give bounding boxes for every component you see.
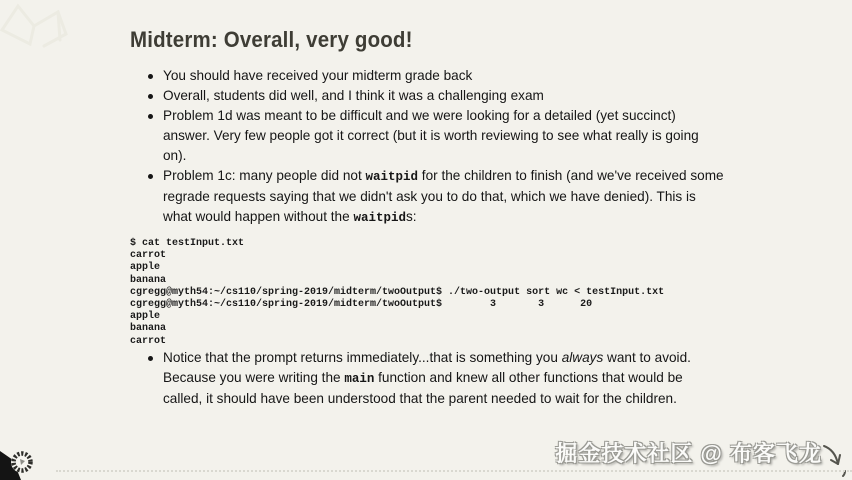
bullet-item: Notice that the prompt returns immediately...that is something you always want to avoid. Because you were writing the main function and knew all other functions that would be called, it should have been understood that the parent needed to wait for the children. [163,348,725,409]
terminal-line: cgregg@myth54:~/cs110/spring-2019/midterm/twoOutput$ ./two-output sort wc < testInput.txt [130,286,665,298]
terminal-line: apple [130,262,161,274]
sketch-doodle-top-left-icon [0,0,92,70]
terminal-line: carrot [130,335,167,347]
bullet-list-bottom [163,348,725,409]
arrow-doodle-icon [820,438,850,478]
terminal-line: carrot [130,250,167,262]
slide-title: Midterm: Overall, very good! [130,27,413,52]
terminal-line: banana [130,323,167,335]
bullet-item: You should have received your midterm grade back [163,66,725,86]
gear-doodle-icon [11,451,33,473]
corner-wedge-and-gear [0,428,44,480]
bullet-item: Overall, students did well, and I think it was a challenging exam [163,86,725,106]
watermark-text: 掘金技术社区 @ 布客飞龙 [555,441,822,466]
terminal-output-block [130,238,725,348]
bullet-list-top [163,66,725,228]
terminal-line: apple [130,311,161,323]
bullet-item: Problem 1d was meant to be difficult and we were looking for a detailed (yet succinct) answer. Very few people got it correct (but it is worth reviewing to see what really is going on). [163,106,725,166]
terminal-line: banana [130,274,167,286]
slide-body [130,66,725,409]
bottom-perforation-divider [56,470,852,472]
terminal-line: cgregg@myth54:~/cs110/spring-2019/midterm/twoOutput$ 3 3 20 [130,299,593,311]
terminal-line: $ cat testInput.txt [130,238,245,249]
bullet-item: Problem 1c: many people did not waitpid for the children to finish (and we've received some regrade requests saying that we didn't ask you to do that, which we have denied). This is what would happen without the waitpids: [163,166,725,228]
